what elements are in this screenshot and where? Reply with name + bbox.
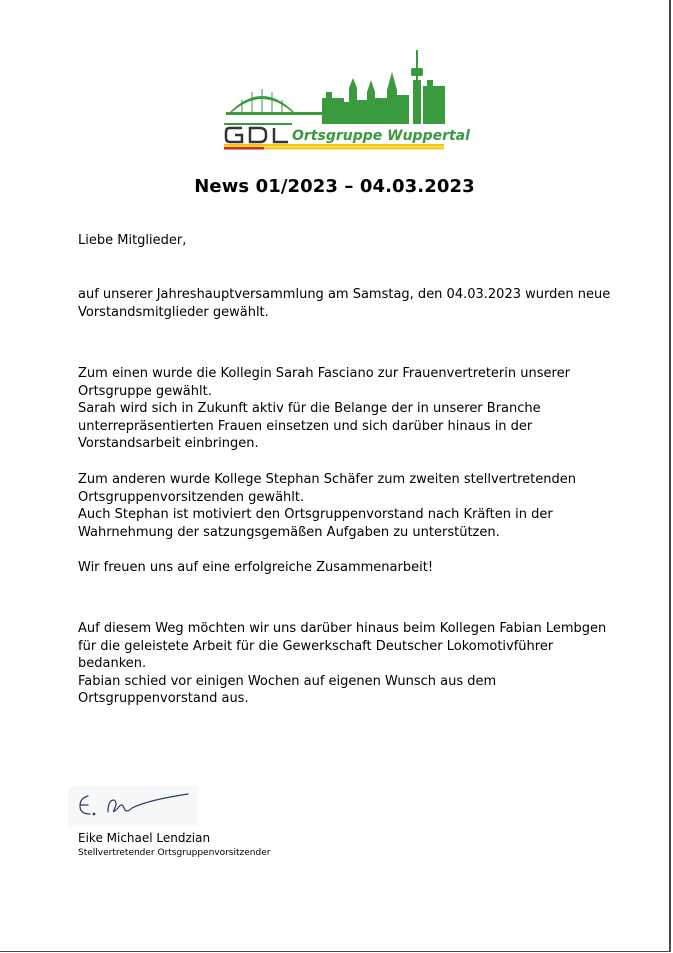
paragraph-cooperation	[78, 559, 618, 577]
logo-wordmark: Ortsgruppe Wuppertal	[292, 128, 470, 144]
text-line: unterrepräsentierten Frauen einsetzen und sich darüber hinaus in der	[78, 418, 533, 434]
text-line: Auf diesem Weg möchten wir uns darüber hinaus beim Kollegen Fabian Lembgen	[78, 621, 607, 636]
text-line: Vorstandsmitglieder gewählt.	[78, 304, 269, 320]
greeting-paragraph	[78, 232, 618, 250]
text-line: Zum anderen wurde Kollege Stephan Schäfer zum zweiten stellvertretenden	[78, 472, 576, 487]
text-line: Wir freuen uns auf eine erfolgreiche Zusammenarbeit!	[78, 560, 434, 575]
paragraph-election	[78, 286, 618, 321]
page-title: News 01/2023 – 04.03.2023	[194, 176, 475, 197]
signer-role: Stellvertretender Ortsgruppenvorsitzender	[78, 848, 271, 858]
text-line: Sarah wird sich in Zukunft aktiv für die Belange der in unserer Branche	[78, 401, 541, 417]
handwritten-signature	[68, 786, 198, 826]
paragraph-fabian	[78, 620, 618, 708]
text-line: Ortsgruppenvorstand aus.	[78, 691, 249, 707]
text-line: Wahrnehmung der satzungsgemäßen Aufgaben zu unterstützen.	[78, 524, 500, 540]
text-line: Liebe Mitglieder,	[78, 233, 187, 248]
text-line: für die geleistete Arbeit für die Gewerkschaft Deutscher Lokomotivführer bedanken.	[78, 638, 554, 672]
text-line: Zum einen wurde die Kollegin Sarah Fasciano zur Frauenvertreterin unserer	[78, 366, 570, 381]
gdl-ortsgruppe-logo	[222, 40, 470, 150]
text-line: Ortsgruppe gewählt.	[78, 383, 212, 399]
signer-name: Eike Michael Lendzian	[78, 831, 211, 845]
text-line: Auch Stephan ist motiviert den Ortsgruppenvorstand nach Kräften in der	[78, 507, 553, 523]
text-line: Fabian schied vor einigen Wochen auf eigenen Wunsch aus dem	[78, 673, 497, 689]
text-line: Ortsgruppenvorsitzenden gewählt.	[78, 489, 305, 505]
text-line: Vorstandsarbeit einbringen.	[78, 436, 259, 452]
paragraph-stephan	[78, 471, 618, 541]
text-line: auf unserer Jahreshauptversammlung am Samstag, den 04.03.2023 wurden neue	[78, 287, 611, 302]
paragraph-sarah	[78, 365, 618, 453]
